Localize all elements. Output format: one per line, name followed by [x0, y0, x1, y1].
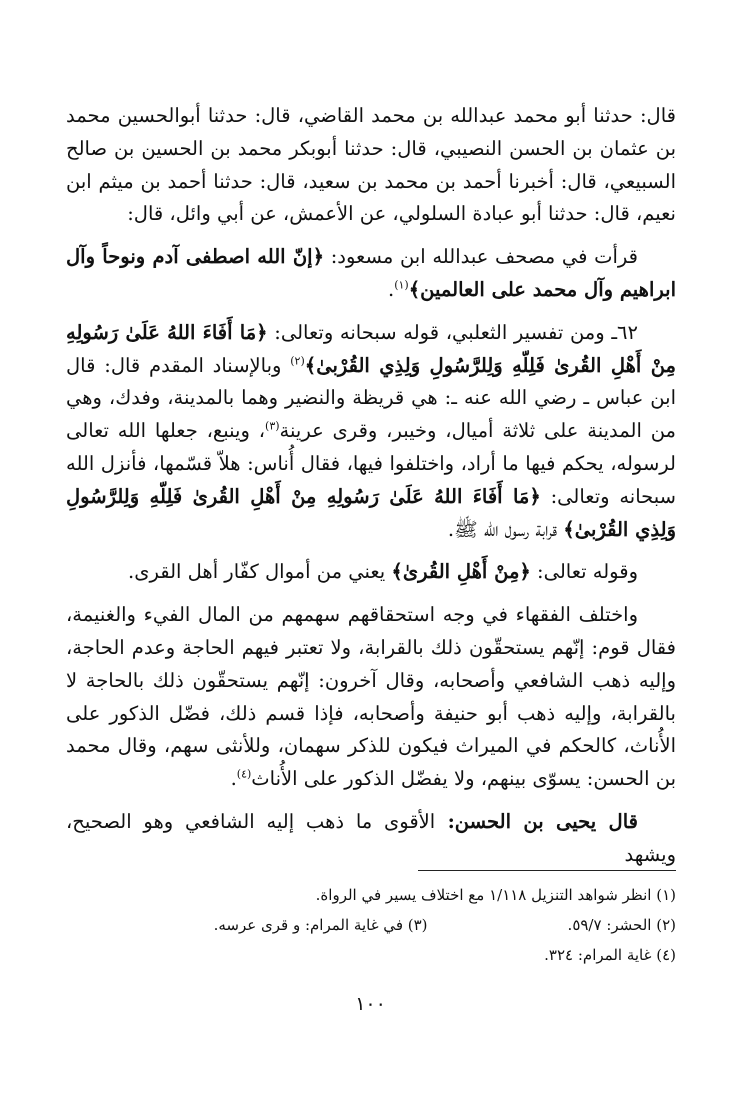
footnote-4: (٤) غاية المرام: ٣٢٤.: [544, 946, 676, 964]
text-run: .: [387, 277, 395, 301]
main-text: [66, 100, 676, 882]
text-run: قرأت في مصحف عبدالله ابن مسعود:: [324, 245, 638, 269]
paragraph-isnad: [66, 100, 676, 231]
footnote-ref: (٤): [236, 767, 252, 781]
footnotes: [66, 880, 676, 970]
footnote-ref: (٣): [265, 419, 280, 433]
text-run: ٦٢ـ ومن تفسير الثعلبي، قوله سبحانه وتعالى:: [267, 320, 638, 344]
quran-quote: قال يحيى بن الحسن:: [435, 809, 638, 833]
quran-quote: ﴿مَا أَفَاءَ اللهُ عَلَىٰ رَسُولِهِ مِنْ أَهْلِ القُرىٰ فَلِلّهِ وَلِلرَّسُولِ وَلِذِي القُرْبىٰ﴾: [66, 484, 676, 541]
text-run: وقوله تعالى:: [530, 560, 638, 584]
text-run: قال: حدثنا أبو محمد عبدالله بن محمد القاضي، قال: حدثنا أبوالحسين محمد بن عثمان بن الحسن النصيبي، قال: حدثنا أبوبكر محمد بن الحسين بن صالح السبيعي، قال: أخبرنا أحمد بن محمد بن سعيد، قال: حدثنا أحمد بن ميثم ابن نعيم، قال: حدثنا أبو عبادة السلولي، عن الأعمش، عن أبي وائل، قال:: [66, 104, 676, 226]
footnote-row: [66, 910, 676, 940]
text-run: وبالإسناد المقدم قال: قال ابن عباس ـ رضي الله عنه ـ: هي قريظة والنضير وهما بالمدينة، وفدك، وهي من المدينة على ثلاثة أميال، وخيبر، وقرى عرينة: [66, 353, 676, 443]
page-number: ١٠٠: [355, 993, 386, 1015]
text-run: يعني من أموال كفّار أهل القرى.: [128, 560, 392, 584]
quran-quote: ﴿مِنْ أَهْلِ القُرىٰ﴾: [391, 560, 531, 584]
paragraph-min-ahl-al-qura: [66, 556, 676, 589]
footnote-3: (٣) في غاية المرام: و قرى عرسه.: [213, 916, 428, 934]
text-run: واختلف الفقهاء في وجه استحقاقهم سهمهم من المال الفيء والغنيمة، فقال قوم: إنّهم يستحقّون ذلك بالقرابة، ولا تعتبر فيهم الحاجة وعدم الحاجة، وإليه ذهب الشافعي وأصحابه، وقال آخرون: إنّهم يستحقّون ذلك بالحاجة لا بالقرابة، وإليه ذهب أبو حنيفة وأصحابه، فإذا قسم ذلك، فضّل الذكور على الأُناث، كالحكم في الميراث فيكون للذكر سهمان، وللأنثى سهم، وقال محمد بن الحسن: يسوّى بينهم، ولا يفضّل الذكور على الأُناث: [66, 603, 676, 791]
paragraph-tha-labi-62: [66, 317, 676, 547]
text-run: ، وينبع، جعلها الله تعالى لرسوله، يحكم فيها ما أراد، واختلفوا فيها، فقال أُناس: هلاّ قسّمها، فأنزل الله سبحانه وتعالى:: [66, 419, 676, 508]
paragraph-fuqaha: [66, 599, 676, 796]
footnote-separator: [418, 870, 676, 871]
footnote-ref: (١): [394, 278, 409, 292]
footnote-1: (١) انظر شواهد التنزيل ١/١١٨ مع اختلاف يسير في الرواة.: [315, 886, 676, 904]
footnote-row: [66, 940, 676, 970]
text-run: قرابة رسول الله ﷺ.: [447, 517, 564, 541]
paragraph-ibn-masud: [66, 241, 676, 307]
text-run: .: [230, 767, 237, 791]
paragraph-yahya: [66, 806, 676, 872]
footnote-row: [66, 880, 676, 910]
text-run: الأقوى ما ذهب إليه الشافعي وهو الصحيح، ويشهد: [66, 809, 676, 866]
footnote-2: (٢) الحشر: ٥٩/٧.: [567, 916, 676, 934]
footnote-ref: (٢): [290, 354, 305, 368]
quran-quote: ﴿مَا أَفَاءَ اللهُ عَلَىٰ رَسُولِهِ مِنْ أَهْلِ القُرىٰ فَلِلّهِ وَلِلرَّسُولِ وَلِذِي القُرْبىٰ﴾: [66, 320, 676, 377]
quran-quote: ﴿إنّ الله اصطفى آدم ونوحاً وآل ابراهيم وآل محمد على العالمين﴾: [66, 245, 676, 301]
